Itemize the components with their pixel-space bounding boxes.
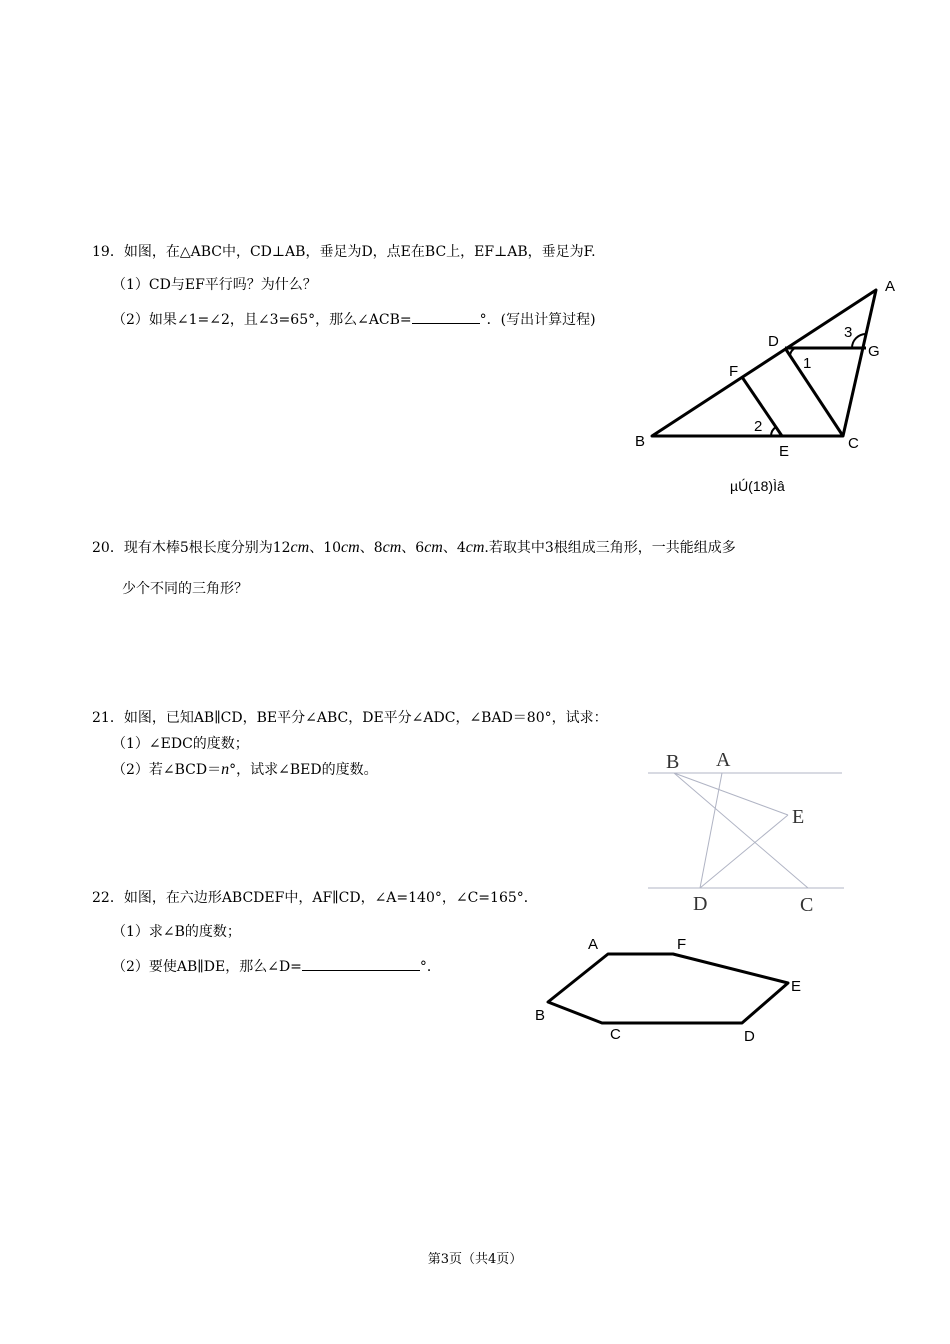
q19-stem: 19．如图，在△ABC中，CD⊥AB，垂足为D，点E在BC上，EF⊥AB，垂足为F.	[92, 244, 596, 260]
q21-part2-text: （2）若∠BCD＝	[112, 762, 222, 778]
segment-cd	[785, 348, 843, 436]
q22-label-b: B	[535, 1007, 546, 1024]
segment-ad	[700, 773, 722, 888]
q19-label-a: A	[885, 278, 896, 295]
q22-label-e: E	[791, 978, 802, 995]
q20-unit: cm	[465, 539, 485, 556]
q20-unit: cm	[341, 539, 360, 556]
q22-label-d: D	[744, 1028, 755, 1045]
q21-label-d: D	[693, 893, 708, 915]
q19-label-b: B	[635, 433, 646, 450]
q19-label-c: C	[848, 435, 859, 452]
q20-sep: 、	[359, 540, 374, 556]
q19-part1: （1）CD与EF平行吗？为什么？	[112, 277, 317, 293]
q21-label-b: B	[666, 751, 680, 773]
q20-length: 4	[456, 540, 466, 556]
q19-label-f: F	[729, 363, 739, 380]
q20-unit: cm	[424, 539, 443, 556]
q19-label-angle1: 1	[803, 355, 812, 372]
q20-text: 20．现有木棒5根长度分别为12	[92, 540, 291, 556]
q22-stem: 22．如图，在六边形ABCDEF中，AF∥CD，∠A=140°，∠C=165°．	[92, 890, 538, 906]
q20-line2: 少个不同的三角形？	[122, 581, 248, 597]
q20-length: 10	[323, 540, 342, 556]
q19-label-d: D	[768, 333, 779, 350]
q20-text-tail: .若取其中3根组成三角形，一共能组成多	[484, 540, 736, 556]
q21-part2-tail: °，试求∠BED的度数。	[229, 762, 378, 778]
q22-label-a: A	[588, 936, 599, 953]
hexagon-abcdef	[548, 954, 788, 1023]
q19-part2-text: （2）如果∠1=∠2，且∠3=65°，那么∠ACB=	[112, 312, 412, 328]
q20-sep: 、	[309, 540, 324, 556]
triangle-abc	[652, 290, 876, 436]
q20-unit: cm	[382, 539, 402, 556]
q21-part1: （1）∠EDC的度数；	[112, 736, 249, 752]
q22-part2-tail: °．	[419, 959, 441, 975]
q19-label-angle3: 3	[844, 324, 853, 341]
q20-length: 8	[373, 540, 383, 556]
q22-part1: （1）求∠B的度数；	[112, 924, 241, 940]
q22-figure	[548, 954, 788, 1023]
q19-figure-caption: µÚ(18)Ìâ	[730, 478, 785, 494]
q19-label-e: E	[779, 443, 790, 460]
q22-label-c: C	[610, 1026, 621, 1043]
q19-part2-tail: °．(写出计算过程)	[479, 312, 596, 328]
q21-label-a: A	[716, 749, 731, 771]
q20-sep: 、	[401, 540, 416, 556]
q21-var-n: n	[221, 761, 230, 778]
q21-label-e: E	[792, 806, 805, 828]
q19-label-angle2: 2	[754, 418, 763, 435]
segment-be	[674, 773, 788, 815]
q19-label-g: G	[868, 343, 880, 360]
q19-figure	[652, 290, 876, 436]
page-footer: 第3页（共4页）	[427, 1252, 523, 1267]
q20-length: 6	[415, 540, 425, 556]
q22-label-f: F	[677, 936, 687, 953]
q21-label-c: C	[800, 894, 814, 916]
q20-sep: 、	[442, 540, 457, 556]
segment-de	[700, 815, 788, 888]
q22-part2-text: （2）要使AB∥DE，那么∠D=	[112, 959, 302, 975]
q21-stem: 21．如图，已知AB∥CD，BE平分∠ABC，DE平分∠ADC，∠BAD＝80°，试求：	[92, 710, 608, 726]
q21-figure	[648, 773, 844, 888]
segment-bc	[674, 773, 808, 888]
q20-unit: cm	[290, 539, 310, 556]
